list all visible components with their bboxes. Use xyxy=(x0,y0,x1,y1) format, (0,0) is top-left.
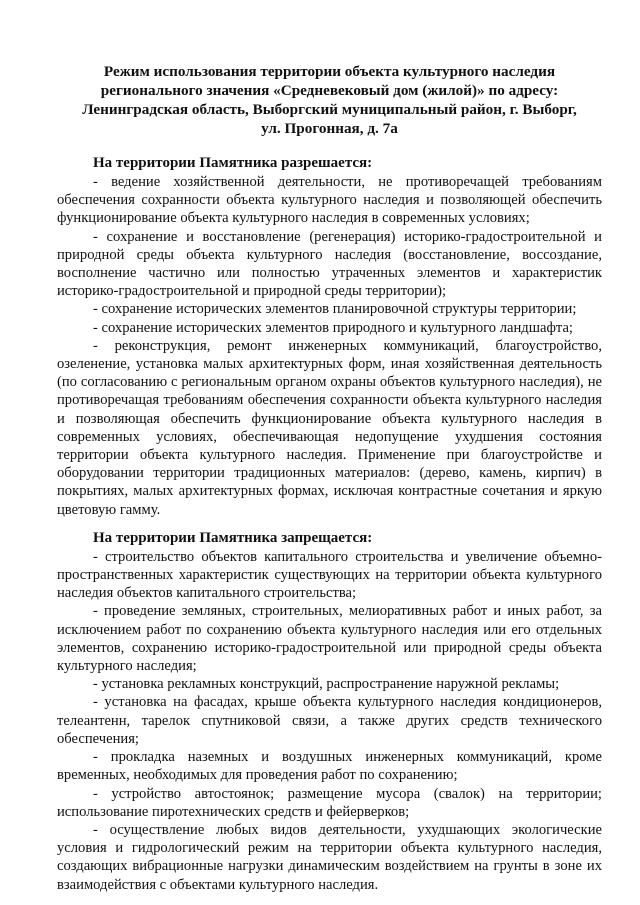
allowed-item: - ведение хозяйственной деятельности, не противоречащей требованиям обеспечения сохранности объекта культурного наследия и позволяющей обеспечить функционирование объекта культурного наследия в современных условиях; xyxy=(57,174,602,227)
document-page xyxy=(57,62,602,894)
title-line: Ленинградская область, Выборгский муниципальный район, г. Выборг, xyxy=(82,101,577,118)
prohibited-item: - осуществление любых видов деятельности, ухудшающих экологические условия и гидрологический режим на территории объекта культурного наследия, создающих вибрационные нагрузки динамическим воздействием на грунты в зоне их взаимодействия с объектами культурного наследия. xyxy=(57,821,602,893)
prohibited-item: - прокладка наземных и воздушных инженерных коммуникаций, кроме временных, необходимых для проведения работ по сохранению; xyxy=(57,749,602,784)
prohibited-item: - строительство объектов капитального строительства и увеличение объемно-пространственных характеристик существующих на территории объекта культурного наследия объектов капитального строительства; xyxy=(57,548,602,602)
prohibited-section xyxy=(57,529,602,894)
title-line: Режим использования территории объекта культурного наследия xyxy=(103,63,556,80)
allowed-section xyxy=(57,154,602,519)
allowed-item: - сохранение и восстановление (регенерация) историко-градостроительной и природной среды объекта культурного наследия (восстановление, воссоздание, восполнение частично или полностью утраченных элементов и характеристик историко-градостроительной и природной среды территории); xyxy=(57,228,602,300)
allowed-item: - сохранение исторических элементов природного и культурного ландшафта; xyxy=(93,319,573,336)
prohibited-item: - проведение земляных, строительных, мелиоративных работ и иных работ, за исключением работ по сохранению объекта культурного наследия или его отдельных элементов, сохранению историко-градостроительной или природной среды объекта культурного наследия; xyxy=(57,603,602,675)
title-line: регионального значения «Средневековый дом (жилой)» по адресу: xyxy=(100,82,559,99)
document-title xyxy=(57,62,602,138)
title-line: ул. Прогонная, д. 7а xyxy=(261,120,398,137)
prohibited-heading: На территории Памятника запрещается: xyxy=(93,529,373,546)
prohibited-item: - установка рекламных конструкций, распространение наружной рекламы; xyxy=(93,676,560,693)
prohibited-item: - установка на фасадах, крыше объекта культурного наследия кондиционеров, телеантенн, тарелок спутниковой связи, а также других средств технического обеспечения; xyxy=(57,694,602,747)
prohibited-item: - устройство автостоянок; размещение мусора (свалок) на территории; использование пиротехнических средств и фейерверков; xyxy=(57,785,602,820)
allowed-heading: На территории Памятника разрешается: xyxy=(93,155,373,171)
allowed-item: - реконструкция, ремонт инженерных коммуникаций, благоустройство, озеленение, установка малых архитектурных форм, иная хозяйственная деятельность (по согласованию с региональным органом охраны объектов культурного наследия), не противоречащая требованиям обеспечения сохранности объекта культурного наследия и позволяющая обеспечить функционирование объекта культурного наследия в современных условиях, обеспечивающая недопущение ухудшения состояния территории объекта культурного наследия. Применение при благоустройстве и оборудовании территории традиционных материалов: (дерево, камень, кирпич) в покрытиях, малых архитектурных формах, исключая контрастные сочетания и яркую цветовую гамму. xyxy=(57,337,602,518)
allowed-item: - сохранение исторических элементов планировочной структуры территории; xyxy=(93,301,577,318)
